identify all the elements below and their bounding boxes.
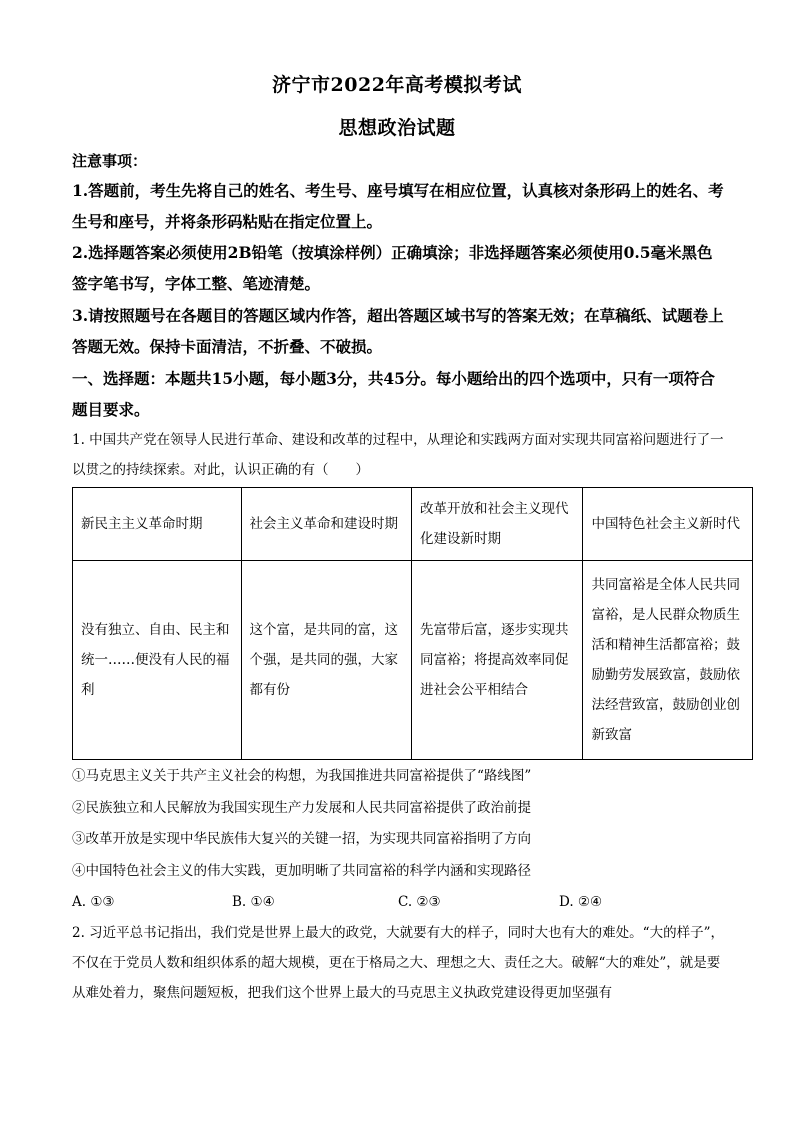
table-cell: 先富带后富，逐步实现共同富裕；将提高效率同促进社会公平相结合 — [412, 561, 583, 760]
notice-item-1: 1.答题前，考生先将自己的姓名、考生号、座号填写在相应位置，认真核对条形码上的姓名、考生号和座号，并将条形码粘贴在指定位置上。 — [72, 181, 724, 231]
notice-item-3: 3.请按照题号在各题目的答题区域内作答，超出答题区域书写的答案无效；在草稿纸、试题卷上答题无效。保持卡面清洁，不折叠、不破损。 — [72, 306, 724, 356]
table-cell: 没有独立、自由、民主和统一……便没有人民的福利 — [73, 561, 242, 760]
notice-heading: 注意事项： — [72, 152, 148, 170]
exam-title: 济宁市2022年高考模拟考试 — [272, 74, 522, 96]
table-header-cell: 中国特色社会主义新时代 — [583, 488, 753, 561]
table-cell: 共同富裕是全体人民共同富裕，是人民群众物质生活和精神生活都富裕；鼓励勤劳发展致富，鼓励依法经营致富，鼓励创业创新致富 — [583, 561, 753, 760]
table-header-cell: 改革开放和社会主义现代化建设新时期 — [412, 488, 583, 561]
question-1-table — [72, 487, 753, 760]
table-header-cell: 社会主义革命和建设时期 — [241, 488, 411, 561]
choice-a[interactable]: A. ①③ — [72, 894, 115, 910]
table-header-row — [73, 488, 753, 561]
table-header-cell: 新民主主义革命时期 — [73, 488, 242, 561]
notice-item-2: 2.选择题答案必须使用2B铅笔（按填涂样例）正确填涂；非选择题答案必须使用0.5毫米黑色签字笔书写，字体工整、笔迹清楚。 — [72, 243, 713, 293]
choice-d[interactable]: D. ②④ — [559, 894, 603, 910]
question-2-stem: 2. 习近平总书记指出，我们党是世界上最大的政党，大就要有大的样子，同时大也有大的难处。“大的样子”，不仅在于党员人数和组织体系的超大规模，更在于格局之大、理想之大、责任之大。破解“大的难处”，就是要从难处着力，聚焦问题短板，把我们这个世界上最大的马克思主义执政党建设得更加坚强有 — [72, 925, 724, 1001]
statement-3: ③改革开放是实现中华民族伟大复兴的关键一招，为实现共同富裕指明了方向 — [72, 831, 531, 847]
choice-b[interactable]: B. ①④ — [232, 894, 275, 910]
statement-4: ④中国特色社会主义的伟大实践，更加明晰了共同富裕的科学内涵和实现路径 — [72, 863, 531, 879]
exam-subtitle: 思想政治试题 — [338, 117, 456, 139]
table-row — [73, 561, 753, 760]
table-cell: 这个富，是共同的富，这个强，是共同的强，大家都有份 — [241, 561, 411, 760]
question-1-stem: 1. 中国共产党在领导人民进行革命、建设和改革的过程中，从理论和实践两方面对实现共同富裕问题进行了一以贯之的持续探索。对此，认识正确的有（ ） — [72, 432, 724, 478]
section-heading: 一、选择题：本题共15小题，每小题3分，共45分。每小题给出的四个选项中，只有一项符合题目要求。 — [72, 369, 715, 419]
statement-1: ①马克思主义关于共产主义社会的构想，为我国推进共同富裕提供了“路线图” — [72, 768, 532, 784]
statement-2: ②民族独立和人民解放为我国实现生产力发展和人民共同富裕提供了政治前提 — [72, 800, 531, 816]
choice-c[interactable]: C. ②③ — [398, 894, 441, 910]
